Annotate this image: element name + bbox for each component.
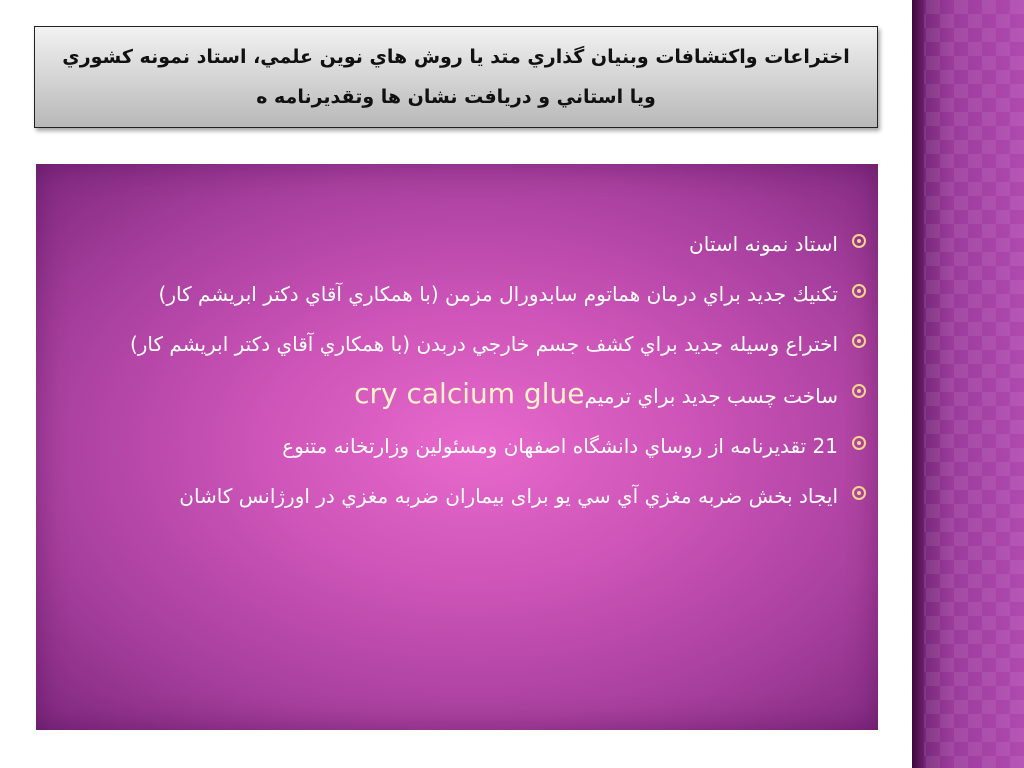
circle-dot-icon (852, 436, 866, 450)
bullet-text: ساخت چسب جديد براي ترميم (584, 384, 838, 408)
bullet-item (96, 424, 866, 468)
bullet-item (96, 372, 866, 418)
circle-dot-icon (852, 486, 866, 500)
circle-dot-icon (852, 284, 866, 298)
bullet-item (96, 322, 866, 366)
circle-dot-icon (852, 334, 866, 348)
circle-dot-icon (852, 234, 866, 248)
slide-content-box (36, 164, 878, 730)
bullet-item (96, 272, 866, 316)
bullet-item (96, 222, 866, 266)
bullet-text: ايجاد بخش ضربه مغزي آي سي يو براى بيماران ضربه مغزي در اورژانس كاشان (179, 484, 838, 508)
bullet-text: اختراع وسيله جديد براي كشف جسم خارجي دربدن (با همكاري آقاي دكتر ابريشم كار) (129, 332, 838, 356)
slide-title-box (34, 26, 878, 128)
bullet-item (96, 474, 866, 518)
decorative-side-strip (912, 0, 1024, 768)
circle-dot-icon (852, 384, 866, 398)
bullet-list (96, 222, 866, 524)
slide-title: اختراعات واكتشافات وبنيان گذاري متد يا روش هاي نوين علمي، استاد نمونه كشوري ويا استاني و دريافت نشان ها وتقديرنامه ه (62, 46, 850, 108)
bullet-text: استاد نمونه استان (689, 232, 838, 256)
bullet-text: تكنيك جديد براي درمان هماتوم سابدورال مزمن (با همكاري آقاي دكتر ابريشم كار) (158, 282, 838, 306)
bullet-text: 21 تقديرنامه از روساي دانشگاه اصفهان ومسئولين وزارتخانه متنوع (282, 434, 838, 458)
bullet-latin-text: cry calcium glue (354, 377, 585, 410)
